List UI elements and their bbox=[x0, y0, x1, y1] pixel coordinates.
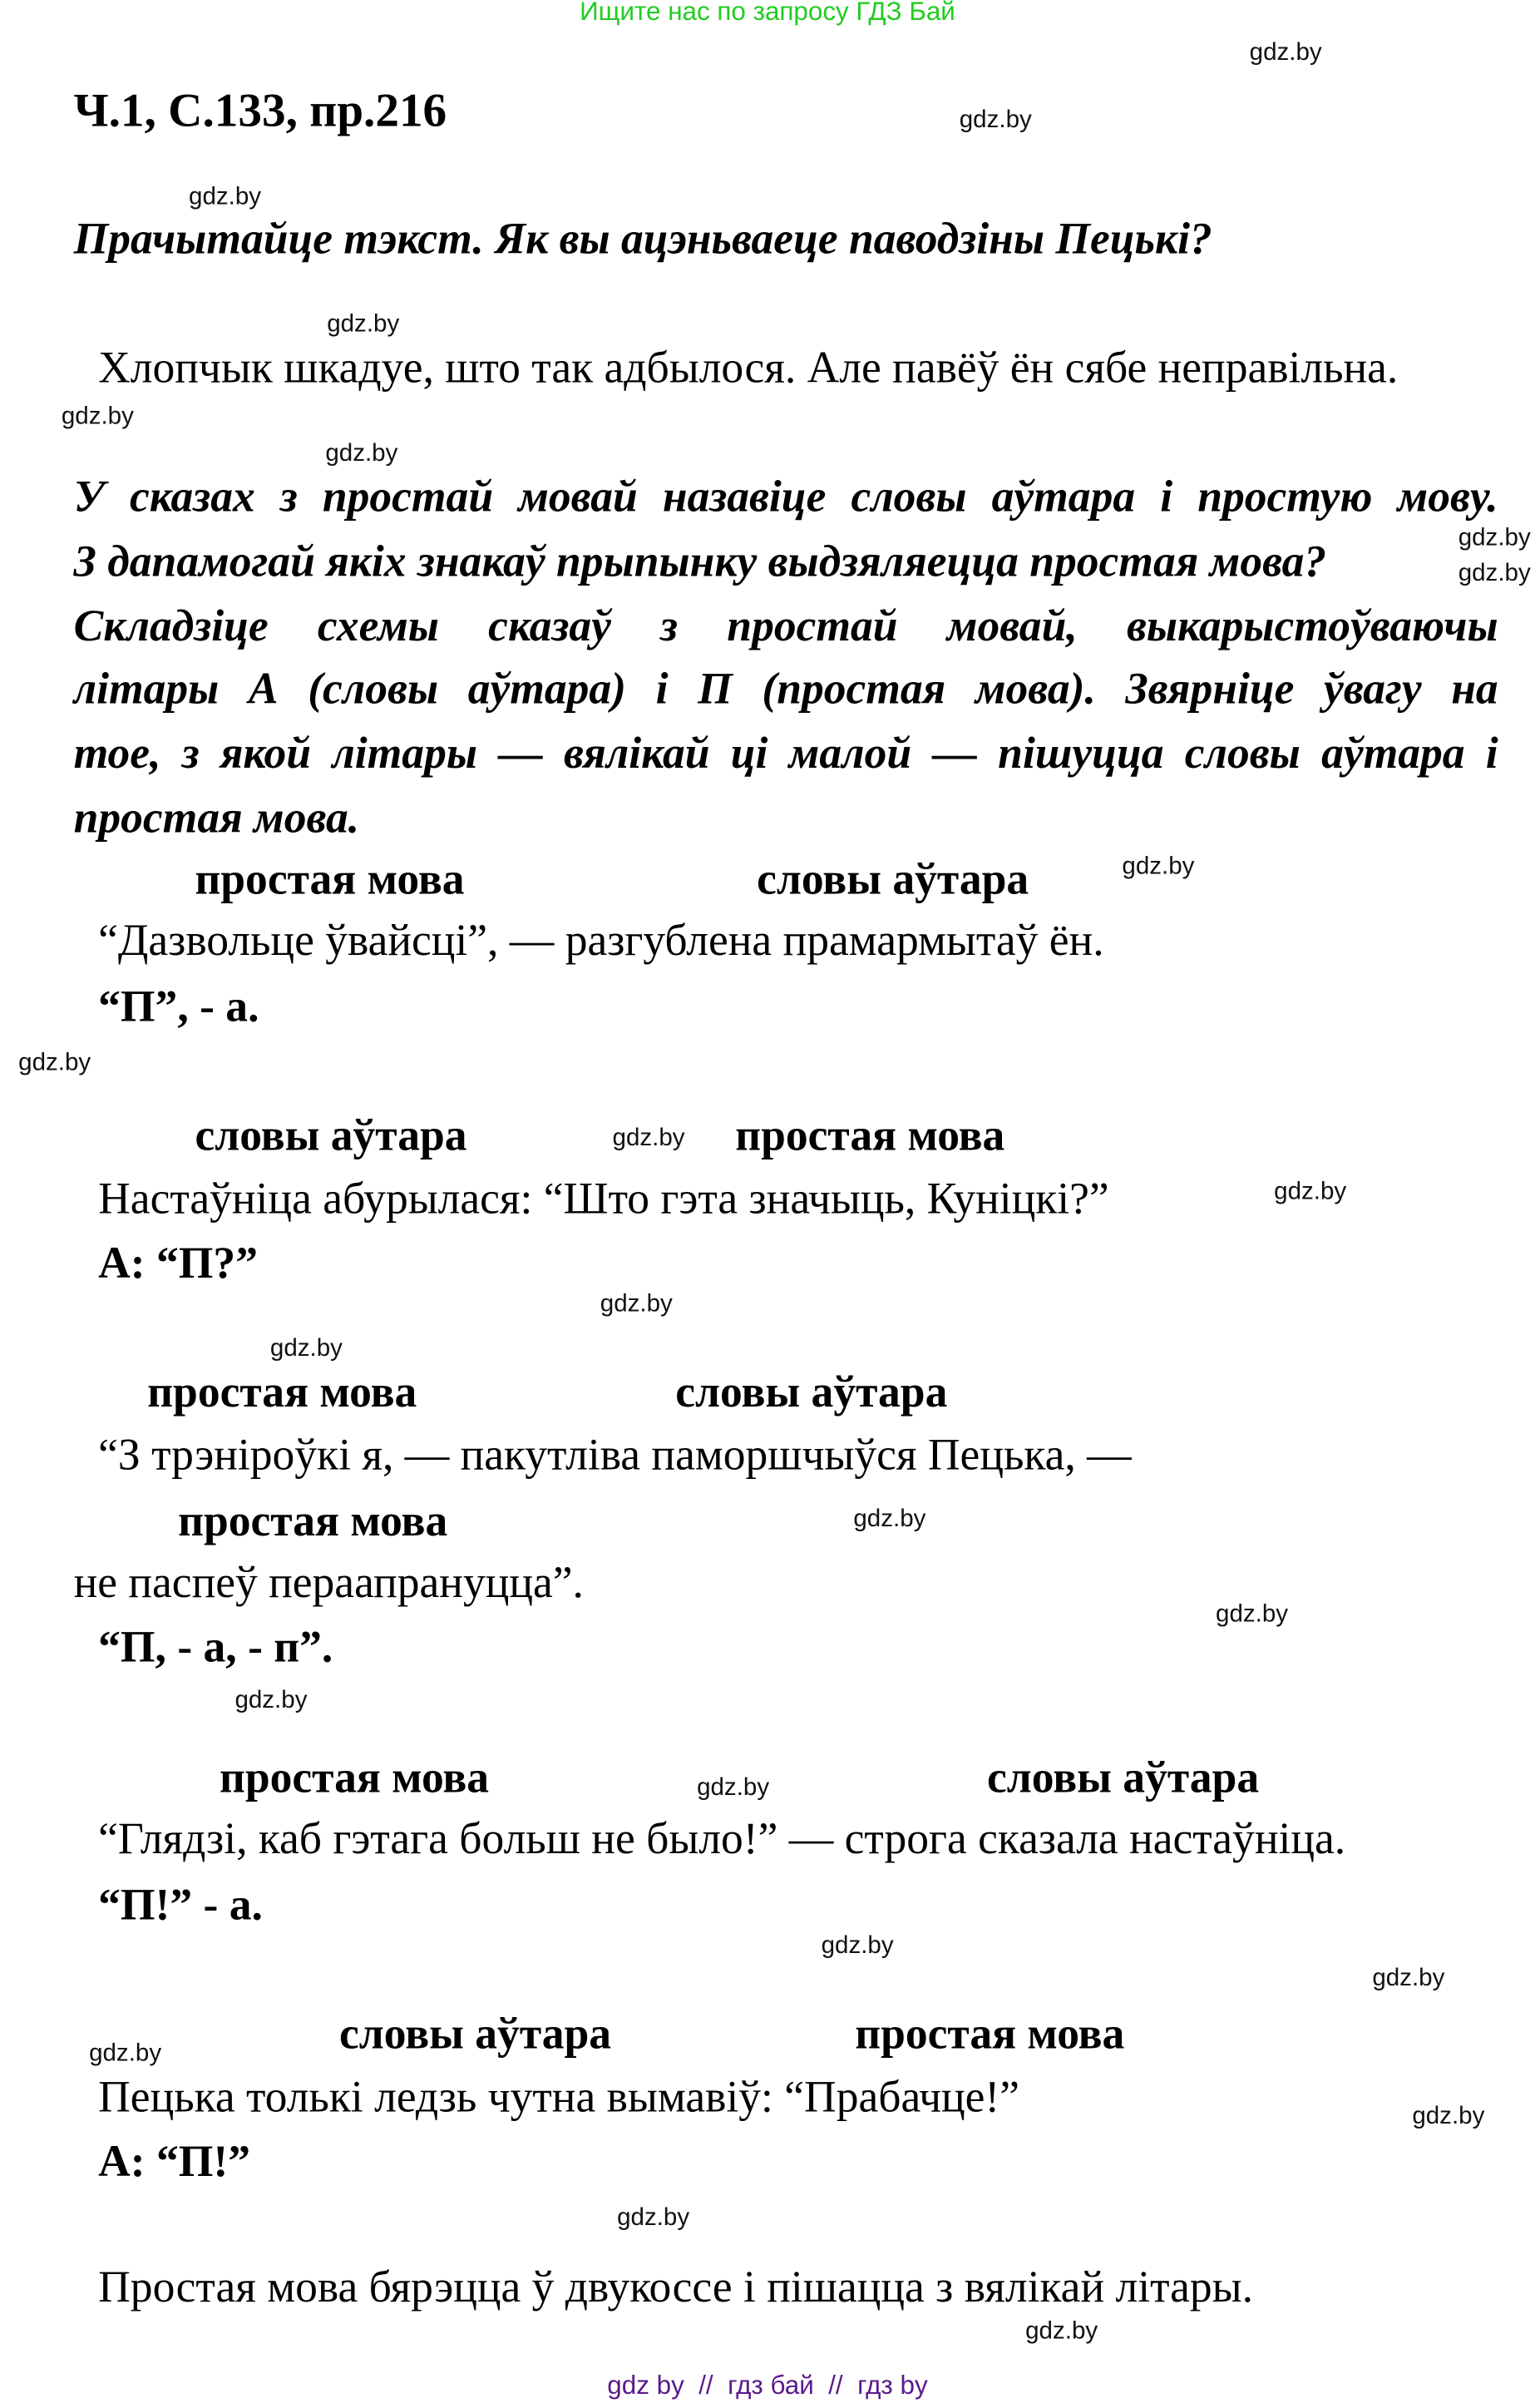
label: простая мова bbox=[735, 1111, 1005, 1161]
watermark: gdz.by bbox=[612, 1125, 685, 1152]
watermark: gdz.by bbox=[18, 1050, 91, 1077]
watermark: gdz.by bbox=[1372, 1965, 1445, 1992]
conclusion: Простая мова бярэцца ў двукоссе і пішацца з вялікай літары. bbox=[98, 2263, 1253, 2313]
label: простая мова bbox=[195, 855, 465, 905]
label: словы аўтара bbox=[986, 1753, 1260, 1803]
label: простая мова bbox=[855, 2010, 1125, 2059]
example-sentence: Настаўніца абурылася: “Што гэта значыць, Куніцкі?” bbox=[98, 1174, 1109, 1224]
watermark: gdz.by bbox=[89, 2040, 162, 2067]
watermark: gdz.by bbox=[1249, 39, 1322, 67]
watermark: gdz.by bbox=[327, 311, 400, 339]
scheme: “П!” - а. bbox=[98, 1881, 263, 1931]
header-banner[interactable]: Ищите нас по запросу ГДЗ Бай bbox=[580, 0, 955, 27]
scheme: А: “П!” bbox=[98, 2137, 251, 2187]
watermark: gdz.by bbox=[1458, 525, 1531, 551]
footer-links[interactable]: gdz by // гдз бай // гдз by bbox=[607, 2371, 928, 2401]
watermark: gdz.by bbox=[189, 184, 262, 210]
watermark: gdz.by bbox=[1458, 560, 1531, 587]
task-line: простая мова. bbox=[73, 794, 360, 843]
task-line: літары А (словы аўтара) і П (простая мова). Звярніце ўвагу на bbox=[73, 665, 1498, 715]
watermark: gdz.by bbox=[853, 1506, 926, 1533]
label: словы аўтара bbox=[338, 2010, 612, 2059]
label: простая мова bbox=[219, 1753, 490, 1803]
watermark: gdz.by bbox=[821, 1933, 894, 1960]
watermark: gdz.by bbox=[697, 1774, 770, 1802]
scheme: А: “П?” bbox=[98, 1239, 258, 1288]
watermark: gdz.by bbox=[1122, 853, 1195, 880]
scheme: “П, - а, - п”. bbox=[98, 1623, 333, 1673]
task-line: Складзіце схемы сказаў з простай мовай, выкарыстоўваючы bbox=[73, 601, 1498, 650]
watermark: gdz.by bbox=[1274, 1179, 1347, 1206]
watermark: gdz.by bbox=[1216, 1601, 1289, 1628]
example-sentence: “Глядзі, каб гэтага больш не было!” — строга сказала настаўніца. bbox=[98, 1814, 1346, 1865]
watermark: gdz.by bbox=[325, 440, 398, 467]
task-question: Прачытайце тэкст. Як вы ацэньваеце паводзіны Пецькі? bbox=[73, 215, 1212, 265]
example-sentence: “З трэніроўкі я, — пакутліва паморшчыўся Пецька, — bbox=[98, 1431, 1132, 1481]
example-sentence-continued: не паспеў пераапрануцца”. bbox=[73, 1558, 584, 1608]
watermark: gdz.by bbox=[617, 2204, 690, 2232]
task-instructions bbox=[74, 472, 1498, 857]
label: простая мова bbox=[178, 1496, 448, 1546]
example-sentence: Пецька толькі ледзь чутна вымавіў: “Прабачце!” bbox=[98, 2073, 1020, 2123]
task-line: У сказах з простай мовай назавіце словы аўтара і простую мову. bbox=[73, 472, 1498, 522]
label: словы аўтара bbox=[757, 855, 1029, 905]
page-title: Ч.1, С.133, пр.216 bbox=[73, 82, 447, 137]
answer-text: Хлопчык шкадуе, што так адбылося. Але павёў ён сябе неправільна. bbox=[98, 344, 1399, 393]
watermark: gdz.by bbox=[959, 107, 1032, 134]
watermark: gdz.by bbox=[269, 1336, 343, 1362]
scheme: “П”, - а. bbox=[98, 982, 259, 1032]
task-line: тое, з якой літары — вялікай ці малой — пішуцца словы аўтара і bbox=[73, 729, 1498, 779]
label: словы аўтара bbox=[675, 1367, 948, 1417]
label: словы аўтара bbox=[195, 1111, 467, 1161]
label: простая мова bbox=[147, 1367, 417, 1417]
watermark: gdz.by bbox=[1025, 2318, 1098, 2345]
watermark: gdz.by bbox=[1412, 2104, 1485, 2130]
example-sentence: “Дазвольце ўвайсці”, — разгублена прамармытаў ён. bbox=[98, 917, 1104, 967]
watermark: gdz.by bbox=[600, 1291, 673, 1318]
watermark: gdz.by bbox=[234, 1687, 308, 1714]
watermark: gdz.by bbox=[61, 403, 134, 430]
task-line: З дапамогай якіх знакаў прыпынку выдзяляецца простая мова? bbox=[73, 536, 1327, 586]
